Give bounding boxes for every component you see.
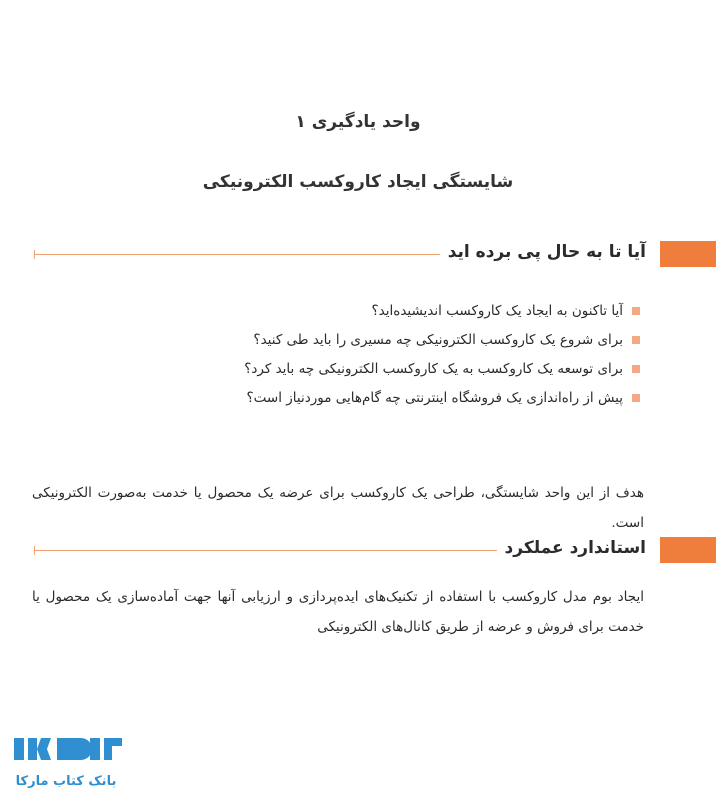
section-heading: استاندارد عملکرد xyxy=(497,538,646,558)
performance-paragraph: ایجاد بوم مدل کاروکسب با استفاده از تکنیک‌های ایده‌پردازی و ارزیابی آنها جهت آماده‌سازی یک محصول یا خدمت برای فروش و عرضه از طریق کانال‌های الکترونیکی xyxy=(32,589,644,635)
question-text: برای توسعه یک کاروکسب به یک کاروکسب الکترونیکی چه باید کرد؟ xyxy=(244,360,623,377)
section-accent-tab xyxy=(660,537,716,563)
bullet-icon xyxy=(632,394,640,402)
section-rule-cap xyxy=(34,250,35,259)
unit-title: واحد یادگیری ۱ xyxy=(295,112,421,132)
question-text: آیا تاکنون به ایجاد یک کاروکسب اندیشیده‌اید؟ xyxy=(371,302,623,319)
question-text: پیش از راه‌اندازی یک فروشگاه اینترنتی چه گام‌هایی موردنیاز است؟ xyxy=(246,389,623,406)
list-item xyxy=(180,296,640,325)
question-text: برای شروع یک کاروکسب الکترونیکی چه مسیری را باید طی کنید؟ xyxy=(253,331,623,348)
performance-section-header xyxy=(34,537,716,565)
list-item xyxy=(180,383,640,412)
intro-section-header xyxy=(34,241,716,269)
logo-caption: بانک کتاب مارکا xyxy=(15,774,117,789)
unit-subtitle: شایستگی ایجاد کاروکسب الکترونیکی xyxy=(202,172,514,192)
section-rule-cap xyxy=(34,546,35,555)
question-list xyxy=(180,296,640,412)
section-accent-tab xyxy=(660,241,716,267)
section-rule xyxy=(34,254,474,255)
bullet-icon xyxy=(632,365,640,373)
section-rule xyxy=(34,550,524,551)
list-item xyxy=(180,325,640,354)
goal-paragraph: هدف از این واحد شایستگی، طراحی یک کاروکسب برای عرضه یک محصول یا خدمت به‌صورت الکترونیکی است. xyxy=(32,485,644,531)
list-item xyxy=(180,354,640,383)
bullet-icon xyxy=(632,307,640,315)
bullet-icon xyxy=(632,336,640,344)
section-heading: آیا تا به حال پی برده اید xyxy=(440,242,646,262)
